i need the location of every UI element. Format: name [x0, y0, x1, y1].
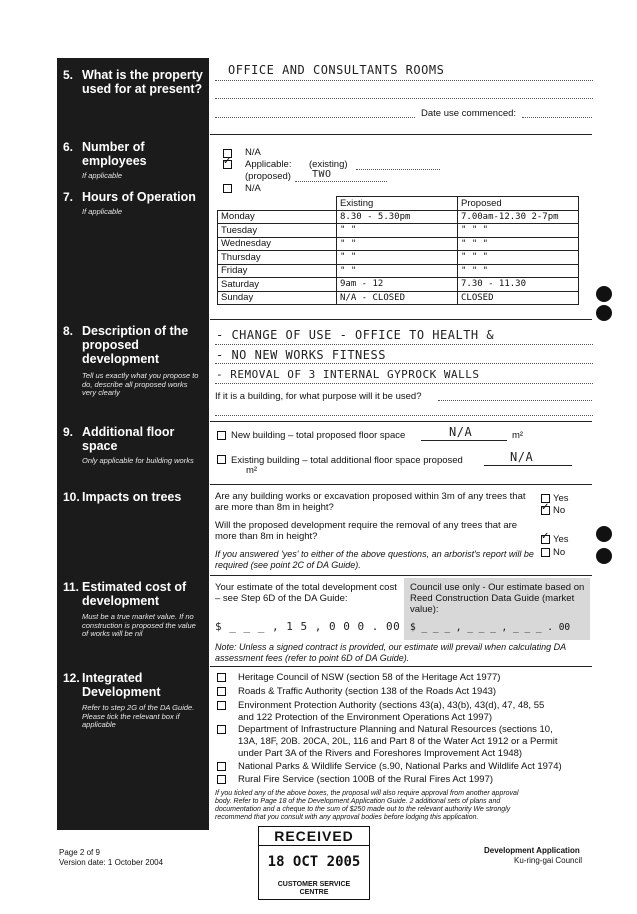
approval-note: If you ticked any of the above boxes, the proposal will also require approval from another approval	[215, 790, 519, 797]
existing-hours-cell[interactable]: " "	[337, 251, 458, 265]
hole-punch	[596, 286, 612, 302]
rta-checkbox[interactable]	[217, 687, 226, 696]
no-label: No	[553, 547, 566, 558]
answer-line	[215, 98, 593, 99]
existing-building-checkbox[interactable]	[217, 455, 226, 464]
answer-line	[215, 383, 593, 384]
proposed-column-header: Proposed	[458, 197, 579, 211]
no-label: No	[553, 505, 566, 516]
table-row	[218, 291, 579, 305]
hours-na-checkbox[interactable]	[223, 184, 232, 193]
answer-line	[215, 117, 415, 118]
proposed-hours-cell[interactable]: 7.30 - 11.30	[458, 278, 579, 292]
unit-label: m²	[512, 430, 524, 441]
approval-note: recommend that you consult with any approval bodies before lodging this application.	[215, 814, 479, 821]
building-purpose-field[interactable]	[438, 400, 592, 401]
council-use-box	[404, 578, 590, 640]
existing-hours-cell[interactable]: " "	[337, 264, 458, 278]
section-divider	[210, 666, 592, 667]
epa-checkbox[interactable]	[217, 701, 226, 710]
trees-question-2: Will the proposed development require the removal of any trees that are more than 8m in height?	[215, 520, 518, 542]
received-stamp	[258, 826, 370, 900]
section-divider	[210, 319, 592, 320]
hours-table	[217, 196, 579, 305]
existing-hours-cell[interactable]: " "	[337, 224, 458, 238]
trees-q1-no-checkbox[interactable]	[541, 506, 550, 515]
existing-hours-cell[interactable]: " "	[337, 237, 458, 251]
trees-question-1: Are any building works or excavation proposed within 3m of any trees that are more than 8m in height?	[215, 491, 526, 513]
page-number: Page 2 of 9	[59, 848, 100, 857]
cost-estimate-value[interactable]: $ _ _ _ , 1 5 , 0 0 0 . 00	[215, 620, 401, 633]
stamp-received-text: RECEIVED	[274, 828, 354, 844]
existing-column-header: Existing	[337, 197, 458, 211]
approval-note: documentation and a cheque to the sum of $250 made out to the relevant authority We strongly	[215, 806, 511, 813]
proposed-hours-cell[interactable]: CLOSED	[458, 291, 579, 305]
footer-title: Development Application	[484, 846, 580, 855]
section-divider	[210, 575, 592, 576]
day-cell: Saturday	[218, 278, 337, 292]
proposed-employees-field[interactable]	[295, 181, 387, 182]
heritage-council-checkbox[interactable]	[217, 673, 226, 682]
proposed-label: (proposed)	[245, 171, 291, 182]
na-label: N/A	[245, 183, 261, 194]
new-floor-space-field[interactable]	[421, 440, 507, 441]
description-line-3: - REMOVAL OF 3 INTERNAL GYPROCK WALLS	[216, 368, 480, 381]
answer-line	[215, 80, 593, 81]
integrated-item: Roads & Traffic Authority (section 138 of the Roads Act 1943)	[238, 686, 497, 697]
table-row	[218, 278, 579, 292]
new-floor-space-value: N/A	[449, 425, 473, 439]
integrated-item: and 122 Protection of the Environment Operations Act 1997)	[238, 712, 493, 723]
proposed-hours-cell[interactable]: " " "	[458, 251, 579, 265]
proposed-hours-cell[interactable]: " " "	[458, 264, 579, 278]
existing-hours-cell[interactable]: 9am - 12	[337, 278, 458, 292]
council-estimate-label: Council use only - Our estimate based on Reed Construction Data Guide (market value):	[410, 582, 585, 615]
table-row	[218, 210, 579, 224]
day-cell: Sunday	[218, 291, 337, 305]
day-cell: Wednesday	[218, 237, 337, 251]
cost-estimate-label: Your estimate of the total development cost – see Step 6D of the DA Guide:	[215, 582, 397, 604]
integrated-item: National Parks & Wildlife Service (s.90, National Parks and Wildlife Act 1974)	[238, 761, 562, 772]
arborist-note: If you answered 'yes' to either of the above questions, an arborist's report will be required (see point 2C of DA Guide).	[215, 549, 534, 570]
na-label: N/A	[245, 147, 261, 158]
description-line-2: - NO NEW WORKS FITNESS	[216, 348, 386, 362]
stamp-divider	[259, 829, 369, 846]
council-estimate-value: $ _ _ _ , _ _ _ , _ _ _ . 00	[410, 622, 571, 633]
new-building-checkbox[interactable]	[217, 431, 226, 440]
integrated-item: Environment Protection Authority (sections 43(a), 43(b), 43(d), 47, 48, 55	[238, 700, 545, 711]
integrated-item: Rural Fire Service (section 100B of the Rural Fires Act 1997)	[238, 774, 494, 785]
section-divider	[210, 484, 592, 485]
yes-label: Yes	[553, 534, 569, 545]
applicable-label: Applicable:	[245, 159, 292, 170]
stamp-date: 18 OCT 2005	[267, 854, 361, 870]
integrated-item: Heritage Council of NSW (section 58 of the Heritage Act 1977)	[238, 672, 501, 683]
existing-hours-cell[interactable]: N/A - CLOSED	[337, 291, 458, 305]
unit-label: m²	[246, 465, 258, 476]
stamp-line-1: CUSTOMER SERVICE	[277, 881, 351, 888]
new-building-label: New building – total proposed floor space	[231, 430, 406, 441]
description-line-1: - CHANGE OF USE - OFFICE TO HEALTH &	[216, 328, 495, 342]
additional-floor-space-value: N/A	[510, 450, 534, 464]
table-row	[218, 264, 579, 278]
date-use-field[interactable]	[522, 117, 592, 118]
answer-line	[215, 415, 593, 416]
building-purpose-question: If it is a building, for what purpose will it be used?	[215, 391, 422, 402]
answer-line	[215, 344, 593, 345]
proposed-hours-cell[interactable]: " " "	[458, 224, 579, 238]
section-sidebar: 5. What is the property used for at present? 6. Number of employees If applicable 7. Hours of Operation If applicable 8. Description of the proposed development Tell us exactly what you propose to do, describe all proposed works very clearly 9. Additional floor space Only applicable for building works 10. Impacts on trees 11. Estimated cost of development Must be a true market value. If no construction is proposed the value of works will be nil 12. Integrated Development Refer to step 2G of the DA Guide. Please tick the relevant box if applicable	[57, 58, 209, 830]
day-cell: Tuesday	[218, 224, 337, 238]
day-cell: Monday	[218, 210, 337, 224]
rfs-checkbox[interactable]	[217, 775, 226, 784]
existing-hours-cell[interactable]: 8.30 - 5.30pm	[337, 210, 458, 224]
day-cell: Friday	[218, 264, 337, 278]
table-row	[218, 251, 579, 265]
answer-line	[215, 363, 593, 364]
present-use-answer: OFFICE AND CONSULTANTS ROOMS	[228, 63, 445, 77]
table-header-row	[218, 197, 579, 211]
approval-note: body. Refer to Page 18 of the Development Application Guide. 2 additional sets of plans and	[215, 798, 501, 805]
table-row	[218, 224, 579, 238]
table-row	[218, 237, 579, 251]
proposed-employees-value: TWO	[312, 169, 332, 180]
npws-checkbox[interactable]	[217, 762, 226, 771]
section-divider	[210, 421, 592, 422]
hole-punch	[596, 305, 612, 321]
integrated-item: Department of Infrastructure Planning and Natural Resources (sections 10,	[238, 724, 553, 735]
trees-q2-no-checkbox[interactable]	[541, 548, 550, 557]
yes-label: Yes	[553, 493, 569, 504]
hole-punch	[596, 548, 612, 564]
stamp-line-2: CENTRE	[299, 889, 329, 896]
footer-council: Ku-ring-gai Council	[514, 856, 583, 865]
hole-punch	[596, 526, 612, 542]
existing-building-label: Existing building – total additional floor space proposed	[231, 455, 463, 466]
integrated-item: 13A, 18F, 20B. 20CA, 20L, 116 and Part 8 of the Water Act 1912 or a Permit	[238, 736, 558, 747]
day-cell: Thursday	[218, 251, 337, 265]
employees-applicable-checkbox[interactable]	[223, 160, 232, 169]
integrated-item: under Part 3A of the Rivers and Foreshores Improvement Act 1948)	[238, 748, 523, 759]
dipnr-checkbox[interactable]	[217, 725, 226, 734]
existing-label: (existing)	[309, 159, 348, 170]
version-date: Version date: 1 October 2004	[59, 858, 164, 867]
proposed-hours-cell[interactable]: 7.00am-12.30 2-7pm	[458, 210, 579, 224]
date-use-label: Date use commenced:	[421, 108, 517, 119]
existing-employees-field[interactable]	[356, 169, 440, 170]
trees-q2-yes-checkbox[interactable]	[541, 535, 550, 544]
cost-note: Note: Unless a signed contract is provided, our estimate will prevail when calculating DA assessment fees (refer to point 6D of DA Guide).	[215, 642, 566, 663]
additional-floor-space-field[interactable]	[484, 465, 572, 466]
proposed-hours-cell[interactable]: " " "	[458, 237, 579, 251]
section-divider	[210, 134, 592, 135]
